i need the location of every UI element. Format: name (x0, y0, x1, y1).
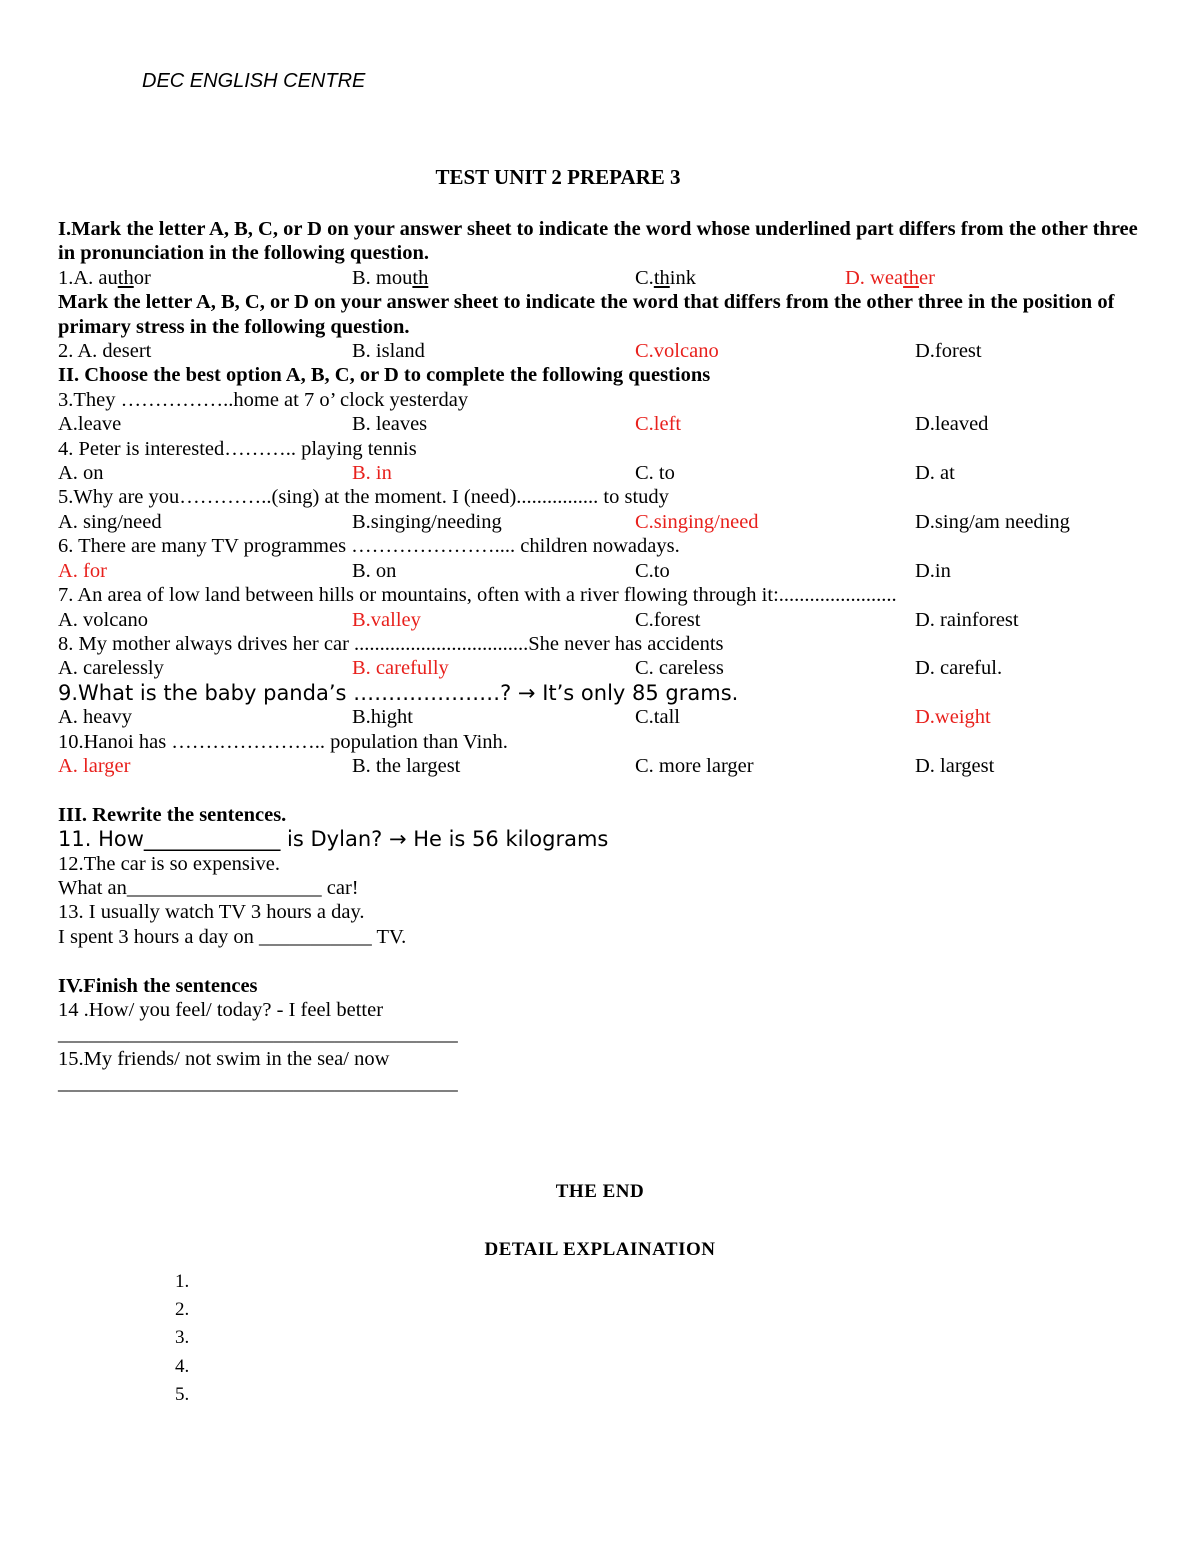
test-content (58, 217, 1158, 1096)
spacer (58, 949, 1158, 973)
q8-options (58, 656, 1158, 680)
detail-explanation-title: DETAIL EXPLAINATION (484, 1239, 716, 1260)
q4-option-a: A. on (58, 462, 104, 485)
q15-answer-line: _______________________________________ (58, 1072, 458, 1095)
q1-option-c: C.think (635, 266, 696, 289)
list-item: 4. (175, 1355, 190, 1377)
q5-options (58, 510, 1158, 534)
q8-option-a: A. carelessly (58, 657, 164, 680)
detail-numbered-list (175, 1268, 189, 1409)
page-title: TEST UNIT 2 PREPARE 3 (435, 165, 681, 189)
q5-text: 5.Why are you…………..(sing) at the moment. I (need)................ to study (58, 486, 669, 509)
q6-options (58, 559, 1158, 583)
q15-text: 15.My friends/ not swim in the sea/ now (58, 1047, 390, 1070)
q10-option-c: C. more larger (635, 754, 754, 777)
list-item: 5. (175, 1383, 190, 1405)
list-item: 3. (175, 1327, 190, 1349)
q2-option-c-answer: C.volcano (635, 340, 719, 363)
q7-options (58, 608, 1158, 632)
q4-option-b-answer: B. in (352, 462, 392, 485)
q7-option-d: D. rainforest (915, 608, 1019, 631)
q9-option-a: A. heavy (58, 706, 133, 729)
header-centre-name: DEC ENGLISH CENTRE (142, 70, 366, 92)
q10-options (58, 754, 1158, 778)
q7-option-a: A. volcano (58, 608, 148, 631)
q1-option-d-answer: D. weather (845, 266, 935, 289)
q11-text: 11. How_____________ is Dylan? → He is 56 kilograms (58, 827, 609, 852)
q5-option-d: D.sing/am needing (915, 510, 1070, 533)
q6-option-a-answer: A. for (58, 559, 107, 582)
q12-rewrite: What an___________________ car! (58, 876, 359, 899)
q1-options (58, 266, 1158, 290)
q8-text: 8. My mother always drives her car ..................................She never has accidents (58, 632, 724, 655)
q4-text: 4. Peter is interested……….. playing tennis (58, 437, 417, 460)
q9-text: 9.What is the baby panda’s …………………? → It’s only 85 grams. (58, 680, 739, 705)
q3-option-d: D.leaved (915, 413, 989, 436)
q10-option-a-answer: A. larger (58, 754, 131, 777)
q7-option-c: C.forest (635, 608, 701, 631)
section1-instruction2: Mark the letter A, B, C, or D on your answer sheet to indicate the word that differs from the other three in the position of primary stress in the following question. (58, 291, 1115, 338)
section1-instruction: I.Mark the letter A, B, C, or D on your answer sheet to indicate the word whose underlined part differs from the other three in pronunciation in the following question. (58, 218, 1138, 265)
q4-option-d: D. at (915, 462, 955, 485)
q4-option-c: C. to (635, 462, 675, 485)
q3-options (58, 412, 1158, 436)
q6-option-d: D.in (915, 559, 951, 582)
q2-option-a: 2. A. desert (58, 340, 152, 363)
q3-option-a: A.leave (58, 413, 122, 436)
q10-option-d: D. largest (915, 754, 995, 777)
q3-text: 3.They ……………..home at 7 o’ clock yesterday (58, 388, 469, 411)
section3-heading: III. Rewrite the sentences. (58, 803, 287, 826)
section2-instruction: II. Choose the best option A, B, C, or D to complete the following questions (58, 364, 711, 387)
q2-option-b: B. island (352, 340, 425, 363)
q9-option-d-answer: D.weight (915, 706, 991, 729)
q12-sentence: 12.The car is so expensive. (58, 852, 281, 875)
q5-option-c-answer: C.singing/need (635, 510, 759, 533)
q5-option-b: B.singing/needing (352, 510, 502, 533)
spacer (58, 778, 1158, 802)
q10-option-b: B. the largest (352, 754, 461, 777)
q6-option-c: C.to (635, 559, 670, 582)
q13-sentence: 13. I usually watch TV 3 hours a day. (58, 901, 365, 924)
q10-text: 10.Hanoi has ………………….. population than Vinh. (58, 730, 508, 753)
q2-options (58, 339, 1158, 363)
q3-option-b: B. leaves (352, 413, 428, 436)
list-item: 1. (175, 1271, 190, 1292)
list-item: 2. (175, 1299, 190, 1321)
q8-option-c: C. careless (635, 657, 724, 680)
section4-heading: IV.Finish the sentences (58, 974, 258, 997)
q5-option-a: A. sing/need (58, 510, 162, 533)
q1-option-a: 1.A. author (58, 266, 151, 289)
q7-option-b-answer: B.valley (352, 608, 421, 631)
q4-options (58, 461, 1158, 485)
q9-option-c: C.tall (635, 706, 680, 729)
q14-text: 14 .How/ you feel/ today? - I feel better (58, 998, 384, 1021)
q14-answer-line: _______________________________________ (58, 1023, 458, 1046)
q9-options (58, 705, 1158, 729)
q8-option-b-answer: B. carefully (352, 657, 449, 680)
q2-option-d: D.forest (915, 340, 982, 363)
q6-option-b: B. on (352, 559, 397, 582)
q6-text: 6. There are many TV programmes ………………….... children nowadays. (58, 535, 680, 558)
q1-option-b: B. mouth (352, 266, 429, 289)
q3-option-c-answer: C.left (635, 413, 682, 436)
q13-rewrite: I spent 3 hours a day on ___________ TV. (58, 925, 407, 948)
the-end-label: THE END (555, 1181, 645, 1202)
q9-option-b: B.hight (352, 706, 413, 729)
q7-text: 7. An area of low land between hills or mountains, often with a river flowing through it:....................... (58, 584, 897, 607)
q8-option-d: D. careful. (915, 657, 1003, 680)
